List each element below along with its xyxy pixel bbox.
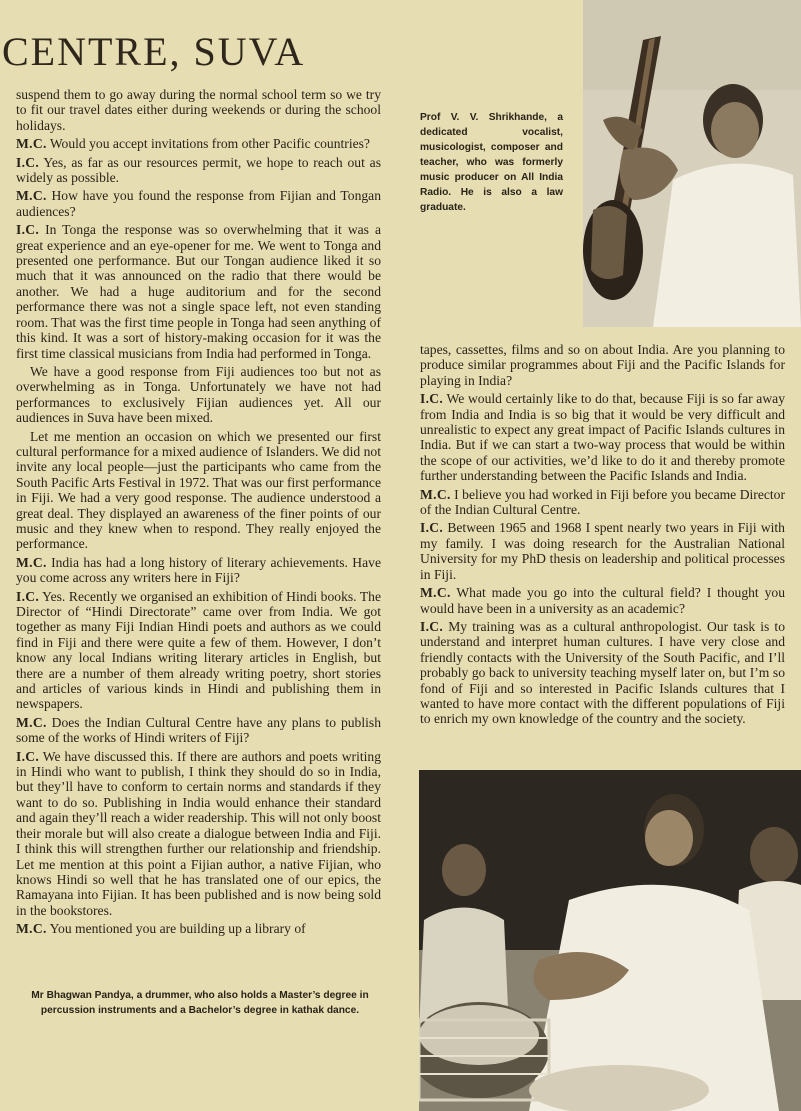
photo-caption-bottom: Mr Bhagwan Pandya, a drummer, who also holds a Master’s degree in percussion instruments and a Bachelor’s degree in kathak dance. xyxy=(31,990,369,1016)
drummer-photo xyxy=(419,770,801,1111)
speaker-label: I.C. xyxy=(16,222,40,238)
paragraph-text: We have a good response from Fiji audiences too but not as overwhelming as in Tonga. Unfortunately we have not had performances to exclusively Fijian audiences yet. All our audiences in Suva have been mixed. xyxy=(16,363,381,426)
paragraph-text: Yes, as far as our resources permit, we hope to reach out as widely as possible. xyxy=(16,154,381,186)
paragraph xyxy=(16,136,381,151)
paragraph-text: Between 1965 and 1968 I spent nearly two years in Fiji with my family. I was doing research for the Australian National University for my PhD thesis on leadership and political processes in Fiji. xyxy=(420,520,785,582)
drummer-photo-illustration xyxy=(419,770,801,1111)
page-title: CENTRE, SUVA xyxy=(2,29,306,74)
speaker-label: M.C. xyxy=(16,921,47,937)
paragraph xyxy=(420,342,785,388)
paragraph xyxy=(16,429,381,552)
paragraph-text: I believe you had worked in Fiji before you became Director of the Indian Cultural Centre. xyxy=(420,486,785,518)
paragraph-text: Let me mention an occasion on which we presented our first cultural performance for a mixed audience of Islanders. We did not invite any local people—just the participants who came from the South Pacific Arts Festival in 1972. That was our first performance in Fiji. We had a very good response. The audience understood a great deal. They displayed an awareness of the finer points of our music and they knew when to respond. They really enjoyed the performance. xyxy=(16,428,381,552)
paragraph-text: My training was as a cultural anthropologist. Our task is to understand and interpret human cultures. I have very close and friendly contacts with the University of the South Pacific, and I’ll probably go back to university teaching myself later on, but I’m so fond of Fiji and so interested in Pacific Islands cultures that I wanted to have more contact with the different populations of Fiji to enrich my own knowledge of the country and the society. xyxy=(420,618,785,727)
photo-caption-top: Prof V. V. Shrikhande, a dedicated vocalist, musicologist, composer and teacher, who was formerly music producer on All India Radio. He is also a law graduate. xyxy=(420,112,563,213)
paragraph xyxy=(16,555,381,586)
paragraph xyxy=(16,222,381,361)
speaker-label: I.C. xyxy=(420,520,444,536)
paragraph xyxy=(420,585,785,616)
speaker-label: M.C. xyxy=(420,585,451,601)
paragraph xyxy=(16,87,381,133)
paragraph xyxy=(16,921,381,936)
paragraph-text: Does the Indian Cultural Centre have any plans to publish some of the works of Hindi writers of Fiji? xyxy=(16,714,381,746)
speaker-label: M.C. xyxy=(420,486,451,502)
paragraph xyxy=(16,155,381,186)
paragraph-text: suspend them to go away during the normal school term so we try to fit our travel dates either during weekends or during the school holidays. xyxy=(16,87,381,133)
paragraph-text: You mentioned you are building up a library of xyxy=(49,921,306,937)
paragraph-text: Would you accept invitations from other Pacific countries? xyxy=(49,136,370,152)
paragraph-text: tapes, cassettes, films and so on about India. Are you planning to produce similar programmes about Fiji and the Pacific Islands for playing in India? xyxy=(420,342,785,388)
paragraph xyxy=(16,589,381,712)
paragraph-text: India has had a long history of literary achievements. Have you come across any writers here in Fiji? xyxy=(16,554,381,586)
speaker-label: I.C. xyxy=(16,154,40,170)
vocalist-photo-illustration xyxy=(583,0,801,327)
paragraph xyxy=(420,391,785,483)
speaker-label: M.C. xyxy=(16,136,47,152)
speaker-label: M.C. xyxy=(16,714,47,730)
speaker-label: I.C. xyxy=(16,748,40,764)
paragraph-text: How have you found the response from Fijian and Tongan audiences? xyxy=(16,188,381,219)
paragraph-text: In Tonga the response was so overwhelming that it was a great experience and an eye-opener for me. We went to Tonga and presented one performance. But our Tongan audience liked it so much that it was announced on the radio that there would be another. We had a huge auditorium and for the second performance there was not a single space left, not even standing room. That was the first time people in Tonga had seen anything of this kind. It was a sort of history-making occasion for it was the first time classical musicians from India had performed in Tonga. xyxy=(16,222,381,361)
paragraph xyxy=(16,715,381,746)
paragraph xyxy=(420,619,785,727)
paragraph xyxy=(16,364,381,426)
vocalist-photo xyxy=(583,0,801,327)
paragraph-text: We have discussed this. If there are authors and poets writing in Hindi who want to publish, I think they should do so in India, but they’ll have to conform to certain norms and standards if they want to do so. Publishing in India would enhance their standard and again they’ll reach a wider readership. This will not only boost their morale but will also create a dialogue between India and Fiji. I think this will strengthen further our relationship and friendship. Let me mention at this point a Fijian author, a native Fijian, who knows Hindi so well that he has translated one of our epics, the Ramayana into Fijian. It has been published and is now being sold in the bookstores. xyxy=(16,748,381,918)
paragraph xyxy=(420,487,785,518)
paragraph-text: Yes. Recently we organised an exhibition of Hindi books. The Director of “Hindi Directorate” came over from India. We got together as many Fiji Indian Hindi poets and authors as we could find in Fiji and there were quite a few of them. However, I don’t know any local Indians writing literary articles in English, but there are a number of them already writing poetry, short stories and articles of various kinds in Hindi and publishing them in newspapers. xyxy=(16,588,381,712)
paragraph xyxy=(16,188,381,219)
speaker-label: I.C. xyxy=(16,588,40,604)
paragraph-text: What made you go into the cultural field? I thought you would have been in a university as an academic? xyxy=(420,585,785,616)
paragraph-text: We would certainly like to do that, because Fiji is so far away from India and India is so big that it would be very difficult and unrealistic to expect any great impact of Pacific Islands cultures in India. But if we can start a two-way process that would be within the scope of our activities, we’d like to do it and thereby promote further understanding between the Pacific Islands and India. xyxy=(420,391,785,484)
paragraph xyxy=(16,749,381,918)
speaker-label: M.C. xyxy=(16,554,47,570)
paragraph xyxy=(420,520,785,582)
left-column-text xyxy=(16,87,381,940)
speaker-label: I.C. xyxy=(420,391,444,407)
right-column-text xyxy=(420,342,785,730)
speaker-label: M.C. xyxy=(16,188,47,204)
speaker-label: I.C. xyxy=(420,618,444,634)
